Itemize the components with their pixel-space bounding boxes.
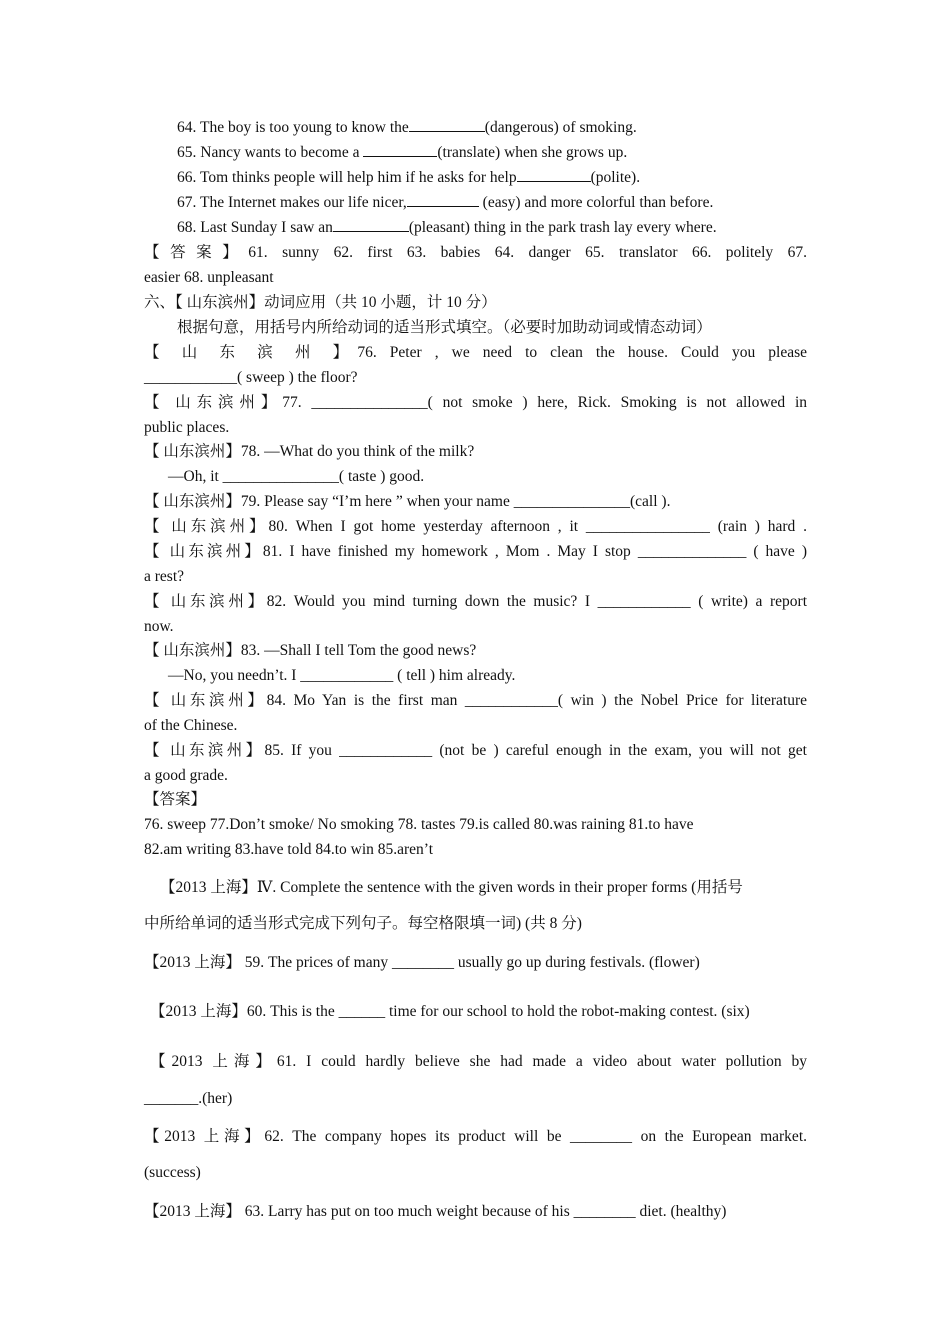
question-83: 【 山东滨州】83. —Shall I tell Tom the good news? xyxy=(144,642,477,659)
shanghai-question-60: 【2013 上海】60. This is the ______ time for our school to hold the robot-making contest. (six) xyxy=(150,1003,750,1020)
question-text: 67. The Internet makes our life nicer, xyxy=(177,194,407,211)
question-text: 64. The boy is too young to know the xyxy=(177,119,409,136)
question-85-continued: a good grade. xyxy=(144,767,228,784)
shanghai-question-59: 【2013 上海】 59. The prices of many ________ usually go up during festivals. (flower) xyxy=(144,954,700,971)
shanghai-section-intro: 【2013 上海】Ⅳ. Complete the sentence with the given words in their proper forms (用括号 xyxy=(160,879,743,896)
question-68 xyxy=(177,217,807,239)
answer-key-line: 【答案】61. sunny 62. first 63. babies 64. danger 65. translator 66. politely 67. xyxy=(144,244,807,261)
question-64 xyxy=(177,117,807,139)
question-76-continued: ____________( sweep ) the floor? xyxy=(144,369,358,386)
question-81-continued: a rest? xyxy=(144,568,185,585)
shanghai-question-62-continued: (success) xyxy=(144,1164,201,1181)
question-65 xyxy=(177,142,807,164)
question-77-continued: public places. xyxy=(144,419,230,436)
question-83-continued: —No, you needn’t. I ____________ ( tell ) him already. xyxy=(168,667,516,684)
question-82: 【 山东滨州】82. Would you mind turning down the music? I ____________ ( write) a report xyxy=(144,593,807,610)
question-text: 66. Tom thinks people will help him if he asks for help xyxy=(177,169,517,186)
shanghai-question-63: 【2013 上海】 63. Larry has put on too much weight because of his ________ diet. (healthy) xyxy=(144,1203,727,1220)
section-instructions: 根据句意，用括号内所给动词的适当形式填空。（必要时加助动词或情态动词） xyxy=(177,319,712,336)
question-66 xyxy=(177,167,807,189)
section-heading: 六、【 山东滨州】动词应用（共 10 小题，计 10 分） xyxy=(144,294,497,311)
shanghai-section-intro-continued: 中所给单词的适当形式完成下列句子。每空格限填一词) (共 8 分) xyxy=(144,915,582,932)
question-77: 【 山东滨州】77. _______________( not smoke ) here, Rick. Smoking is not allowed in xyxy=(144,394,807,411)
question-79: 【 山东滨州】79. Please say “I’m here ” when your name _______________(call ). xyxy=(144,493,671,510)
answer-blank xyxy=(333,217,409,232)
question-85: 【 山东滨州】85. If you ____________ (not be ) careful enough in the exam, you will not get xyxy=(144,742,807,759)
answer-key-line: 82.am writing 83.have told 84.to win 85.aren’t xyxy=(144,841,433,858)
answer-blank xyxy=(363,142,437,157)
question-84-continued: of the Chinese. xyxy=(144,717,238,734)
question-80: 【 山东滨州】80. When I got home yesterday afternoon , it ________________ (rain ) hard . xyxy=(144,518,807,535)
answer-blank xyxy=(407,192,479,207)
shanghai-question-61-continued: _______.(her) xyxy=(144,1090,233,1107)
question-hint: (easy) and more colorful than before. xyxy=(482,194,714,211)
question-78-continued: —Oh, it _______________( taste ) good. xyxy=(168,468,425,485)
question-text: 68. Last Sunday I saw an xyxy=(177,219,333,236)
answer-key-line: easier 68. unpleasant xyxy=(144,269,274,286)
answer-key-line: 76. sweep 77.Don’t smoke/ No smoking 78. tastes 79.is called 80.was raining 81.to have xyxy=(144,816,694,833)
shanghai-question-62: 【2013 上海】62. The company hopes its product will be ________ on the European market. xyxy=(144,1128,807,1145)
question-hint: (translate) when she grows up. xyxy=(437,144,628,161)
question-82-continued: now. xyxy=(144,618,174,635)
answer-blank xyxy=(517,167,591,182)
shanghai-question-61: 【2013 上海】61. I could hardly believe she had made a video about water pollution by xyxy=(150,1053,807,1070)
question-hint: (dangerous) of smoking. xyxy=(484,119,637,136)
question-67 xyxy=(177,192,807,214)
question-hint: (polite). xyxy=(590,169,641,186)
answer-key-label: 【答案】 xyxy=(144,791,207,808)
question-76: 【 山 东 滨 州 】76. Peter , we need to clean the house. Could you please xyxy=(144,344,807,361)
question-84: 【 山东滨州】84. Mo Yan is the first man ____________( win ) the Nobel Price for literature xyxy=(144,692,807,709)
answer-blank xyxy=(409,117,485,132)
question-78: 【 山东滨州】78. —What do you think of the milk? xyxy=(144,443,475,460)
question-hint: (pleasant) thing in the park trash lay every where. xyxy=(408,219,717,236)
question-81: 【 山东滨州】81. I have finished my homework , Mom . May I stop ______________ ( have ) xyxy=(144,543,807,560)
question-text: 65. Nancy wants to become a xyxy=(177,144,360,161)
